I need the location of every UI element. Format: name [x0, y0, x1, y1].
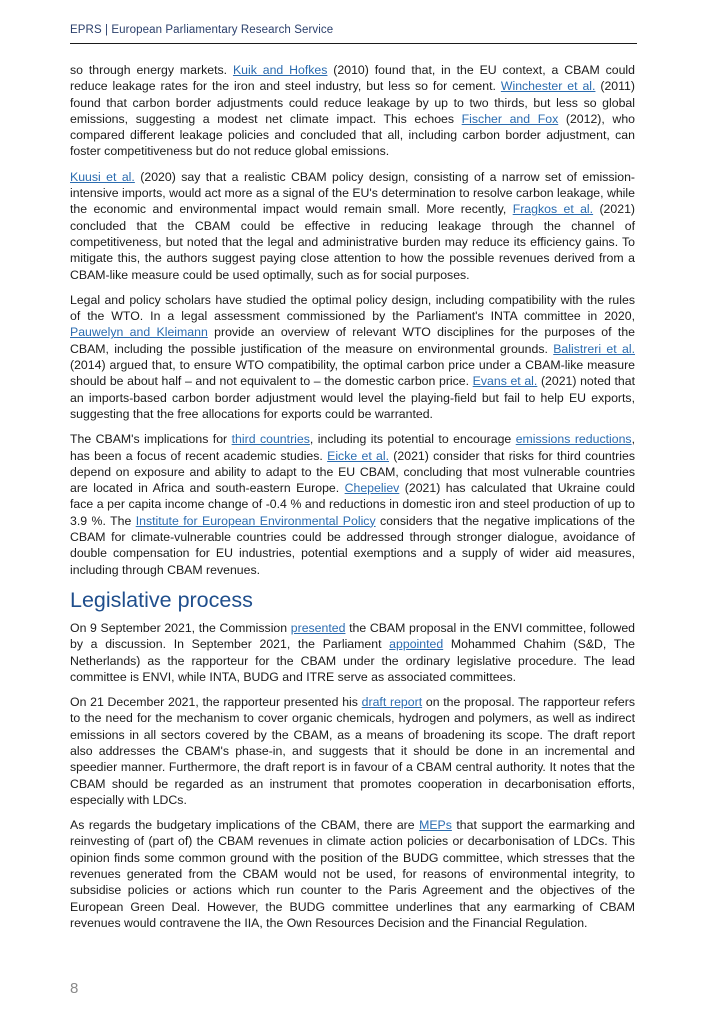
paragraph — [70, 694, 635, 808]
reference-link[interactable]: Eicke et al. — [327, 448, 390, 463]
reference-link[interactable]: Winchester et al. — [500, 79, 596, 94]
reference-link[interactable]: Fischer and Fox — [461, 111, 559, 126]
paragraph — [70, 292, 635, 422]
body-text: On 9 September 2021, the Commission — [70, 620, 291, 635]
reference-link[interactable]: Pauwelyn and Kleimann — [70, 325, 208, 340]
reference-link[interactable]: presented — [290, 620, 346, 635]
header-title: EPRS | European Parliamentary Research Service — [70, 24, 334, 36]
section-heading: Legislative process — [70, 587, 253, 612]
body-text: provide an overview of relevant WTO disciplines for the purposes of the CBAM, including the possible justification of the measure on environmental grounds. — [70, 325, 636, 356]
body-text: (2020) say that a realistic CBAM policy design, consisting of a narrow set of emission-intensive imports, would act more as a signal of the EU's determination to resolve carbon leakage, while the economic and environmental impact would remain small. More recently, — [70, 169, 636, 217]
body-text: The CBAM's implications for — [70, 432, 232, 447]
paragraph — [70, 62, 635, 160]
reference-link[interactable]: Evans et al. — [472, 374, 538, 389]
body-text: (2011) found that carbon border adjustments could reduce leakage by up to two thirds, but less so global emissions, suggesting a modest net climate impact. This echoes — [70, 79, 635, 126]
body-text: that support the earmarking and reinvesting of (part of) the CBAM revenues in climate action policies or decarbonisation of LDCs. This opinion finds some common ground with the position of the BUDG committee, which stresses that the revenues generated from the CBAM would not be used, for reasons of environmental integrity, to subsidise policies or actions which run counter to the Paris Agreement and the objectives of the European Green Deal. However, the BUDG committee underlines that any earmarking of CBAM revenues would contravene the IIA, the Own Resources Decision and the Financial Regulation. — [70, 818, 635, 930]
reference-link[interactable]: draft report — [361, 695, 423, 710]
body-text: on the proposal. The rapporteur refers to the need for the mechanism to cover organic chemicals, hydrogen and polymers, as well as indirect emissions in all sectors covered by the CBAM, as a means of broadening its scope. The draft report also addresses the CBAM's phase-in, and suggests that it should be done in an incremental and speedier manner. Furthermore, the draft report is in favour of a CBAM central authority. It notes that the CBAM should be regarded as an instrument that promotes cooperation in decarbonisation efforts, especially with LDCs. — [70, 695, 635, 807]
reference-link[interactable]: Institute for European Environmental Policy — [135, 513, 376, 528]
reference-link[interactable]: third countries — [231, 432, 310, 447]
reference-link[interactable]: MEPs — [419, 818, 452, 833]
body-text: As regards the budgetary implications of the CBAM, there are — [70, 818, 420, 833]
paragraph — [70, 620, 635, 685]
paragraph — [70, 431, 635, 578]
body-text: (2012), who compared different leakage policies and concluded that all, including carbon border adjustment, can foster competitiveness but do not reduce global emissions. — [70, 111, 635, 159]
reference-link[interactable]: Balistreri et al. — [553, 341, 635, 356]
paragraph — [70, 817, 635, 931]
reference-link[interactable]: Fragkos et al. — [512, 202, 594, 217]
body-text: Mohammed Chahim (S&D, The Netherlands) as the rapporteur for the CBAM under the ordinary legislative procedure. The lead committee is ENVI, while INTA, BUDG and ITRE serve as associated committees. — [70, 637, 635, 684]
page-number: 8 — [70, 980, 79, 997]
reference-link[interactable]: appointed — [389, 637, 444, 652]
body-text: so through energy markets. — [70, 63, 233, 77]
body-text: (2021) has calculated that Ukraine could face a per capita income change of -0.4 % and reductions in domestic iron and steel production of up to 3.9 %. The — [70, 481, 635, 528]
body-text: the CBAM proposal in the ENVI committee, followed by a discussion. In September 2021, the Parliament — [70, 620, 636, 652]
reference-link[interactable]: Kuusi et al. — [70, 169, 135, 184]
header-divider — [70, 43, 637, 44]
body-text: (2021) consider that risks for third countries depend on exposure and ability to adapt to the EU CBAM, concluding that most vulnerable countries are located in Africa and south-eastern Europe. — [70, 448, 635, 496]
reference-link[interactable]: Chepeliev — [344, 481, 400, 496]
body-text: Legal and policy scholars have studied the optimal policy design, including compatibility with the rules of the WTO. In a legal assessment commissioned by the Parliament's INTA committee in 2020, — [70, 292, 635, 324]
paragraph — [70, 169, 635, 283]
body-text: (2021) concluded that the CBAM could be effective in reducing leakage through the channel of competitiveness, but noted that the legal and administrative burden may reduce its efficiency gains. To mitigate this, the authors suggest paying close attention to how the possible revenues derived from a CBAM-like measure could be used optimally, such as for social purposes. — [70, 202, 635, 282]
main-content — [70, 62, 635, 940]
body-text: (2010) found that, in the EU context, a CBAM could reduce leakage rates for the iron and steel industry, but less so for cement. — [70, 63, 635, 94]
body-text: considers that the negative implications of the CBAM for climate-vulnerable countries could be addressed through stronger dialogue, avoidance of double compensation for EU industries, potential exemptions and a supply of wider aid measures, including through CBAM revenues. — [70, 513, 635, 577]
reference-link[interactable]: emissions reductions — [515, 432, 632, 447]
body-text: (2014) argued that, to ensure WTO compatibility, the optimal carbon price under a CBAM-like measure should be about half – and not equivalent to – the domestic carbon price. — [70, 358, 635, 389]
body-text: On 21 December 2021, the rapporteur presented his — [70, 695, 362, 710]
body-text: , including its potential to encourage — [309, 432, 516, 447]
reference-link[interactable]: Kuik and Hofkes — [232, 63, 328, 77]
body-text: , has been a focus of recent academic studies. — [70, 432, 635, 463]
body-text: (2021) noted that an imports-based carbon border adjustment would level the playing-field but fail to help EU exports, suggesting that the free allocations for exports could be warranted. — [70, 374, 635, 421]
